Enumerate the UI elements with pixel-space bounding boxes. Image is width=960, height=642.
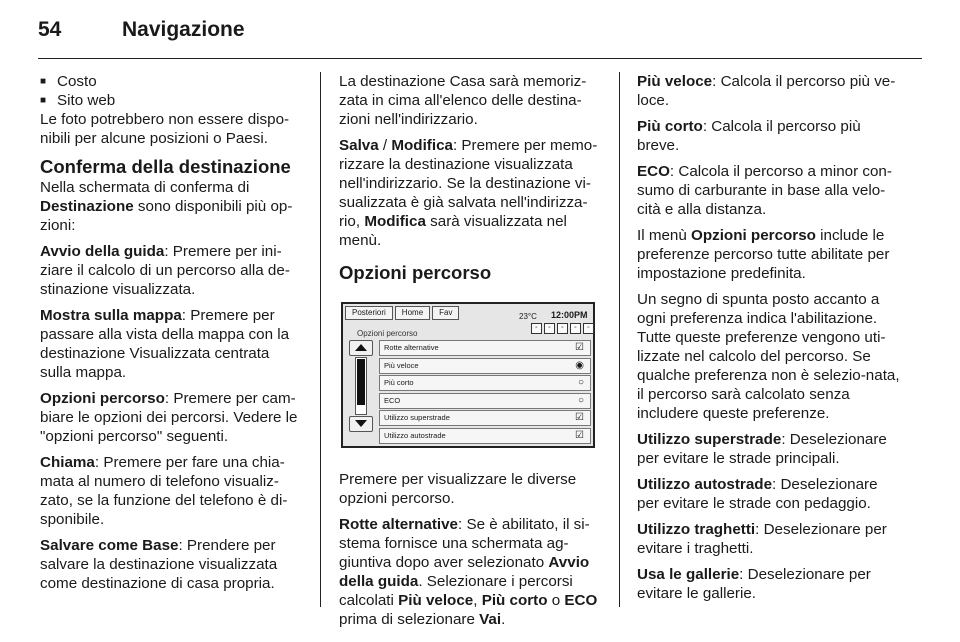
item-eco: ECO: Calcola il percorso a minor con-sumo di carburante in base alla velo-cità e alla distanza. — [637, 163, 892, 218]
option-use-tollways[interactable]: Utilizzo autostrade ☑ — [379, 428, 591, 444]
screen-title: Opzioni percorso — [357, 329, 418, 338]
press-note: Premere per visualizzare le diverse opzioni percorso. — [339, 471, 577, 507]
section-title: Navigazione — [122, 18, 245, 41]
radio-icon: ○ — [577, 377, 584, 388]
home-note: La destinazione Casa sarà memoriz-zata in cima all'elenco delle destina-zioni nell'indirizzario. — [339, 73, 587, 128]
option-list — [379, 340, 591, 445]
info-icon: ▫ — [583, 323, 594, 334]
tab-home[interactable]: Home — [395, 306, 430, 320]
checkbox-icon: ☑ — [575, 412, 584, 423]
bluetooth-icon: ▫ — [544, 323, 555, 334]
scroll-up-button[interactable] — [349, 340, 373, 356]
item-call: Chiama: Premere per fare una chia-mata al numero di telefono visualiz-zato, se la funzione del telefono è di-sponibile. — [40, 454, 288, 528]
option-use-highways[interactable]: Utilizzo superstrade ☑ — [379, 410, 591, 426]
battery-icon: ▫ — [570, 323, 581, 334]
tab-fav[interactable]: Fav — [432, 306, 459, 320]
radio-icon: ○ — [577, 394, 584, 406]
page-number: 54 — [38, 18, 62, 41]
item-show-on-map: Mostra sulla mappa: Premere per passare alla vista della mappa con la destinazione Visualizzata centrata sulla mappa. — [40, 307, 290, 381]
signal-icon: ▫ — [531, 323, 542, 334]
clock-readout: 12:00PM — [551, 310, 588, 320]
item-use-highways: Utilizzo superstrade: Deselezionare per evitare le strade principali. — [637, 431, 887, 467]
route-options-screen — [341, 302, 595, 448]
column-divider-1 — [320, 72, 321, 607]
phone-icon: ▫ — [557, 323, 568, 334]
bullet-website: ■ Sito web — [40, 91, 302, 110]
item-use-ferries: Utilizzo traghetti: Deselezionare per evitare i traghetti. — [637, 521, 887, 557]
checkbox-icon: ☑ — [575, 342, 584, 353]
scroll-down-button[interactable] — [349, 416, 373, 432]
header-rule — [38, 58, 922, 59]
column-2 — [339, 72, 603, 636]
radio-selected-icon: ◉ — [575, 359, 584, 371]
alternative-routes-paragraph: Rotte alternative: Se è abilitato, il si-stema fornisce una schermata ag-giuntiva dopo aver selezionato Avvio della guida. Selezionare i percorsi calcolati Più veloce, Più corto o ECO prima di selezionare Vai. — [339, 516, 598, 628]
screen-tabs — [345, 306, 461, 320]
menu-paragraph: Il menù Opzioni percorso include le preferenze percorso tutte abilitate per impostazione predefinita. — [637, 227, 890, 282]
intro-paragraph: Nella schermata di conferma di Destinazione sono disponibili più op-zioni: — [40, 179, 293, 234]
item-fastest: Più veloce: Calcola il percorso più ve-loce. — [637, 73, 896, 109]
bullet-cost: ■ Costo — [40, 72, 302, 91]
item-route-options: Opzioni percorso: Premere per cam-biare le opzioni dei percorsi. Vedere le "opzioni percorso" seguenti. — [40, 390, 298, 445]
item-use-tollways: Utilizzo autostrade: Deselezionare per evitare le strade con pedaggio. — [637, 476, 878, 512]
column-3 — [637, 72, 901, 610]
column-1 — [40, 72, 302, 600]
item-save-as-home: Salvare come Base: Prendere per salvare la destinazione visualizzata come destinazione di casa propria. — [40, 537, 278, 592]
check-note: Un segno di spunta posto accanto a ogni preferenza indica l'abilitazione. Tutte queste preferenze vengono uti-lizzate nel calcolo del percorso. Se qualche preferenza non è selezio-nata, il percorso sarà calcolato senza includere queste preferenze. — [637, 291, 900, 422]
heading-route-options: Opzioni percorso — [339, 262, 492, 283]
option-eco[interactable]: ECO ○ — [379, 393, 591, 409]
option-alternative-routes[interactable]: Rotte alternative ☑ — [379, 340, 591, 356]
option-fastest[interactable]: Più veloce ◉ — [379, 358, 591, 374]
item-start-guidance: Avvio della guida: Premere per ini-ziare il calcolo di un percorso alla de-stinazione visualizzata. — [40, 243, 290, 298]
option-shortest[interactable]: Più corto ○ — [379, 375, 591, 391]
photos-note: Le foto potrebbero non essere dispo-nibili per alcune posizioni o Paesi. — [40, 111, 290, 147]
page-header — [38, 18, 922, 48]
status-icons — [529, 323, 594, 334]
heading-destination-confirm: Conferma della destinazione — [40, 156, 291, 177]
item-shortest: Più corto: Calcola il percorso più breve. — [637, 118, 861, 154]
scroll-thumb[interactable] — [357, 359, 365, 405]
item-use-tunnels: Usa le gallerie: Deselezionare per evitare le gallerie. — [637, 566, 871, 602]
checkbox-icon: ☑ — [575, 429, 584, 441]
column-divider-2 — [619, 72, 620, 607]
temperature-readout: 23°C — [519, 312, 537, 321]
scrollbar[interactable] — [355, 357, 367, 415]
save-edit-paragraph: Salva / Modifica: Premere per memo-rizzare la destinazione visualizzata nell'indirizzario. Se la destinazione vi-sualizzata è già salvata nell'indirizza-rio, Modifica sarà visualizzata nel menù. — [339, 137, 598, 249]
tab-back[interactable]: Posteriori — [345, 306, 393, 320]
